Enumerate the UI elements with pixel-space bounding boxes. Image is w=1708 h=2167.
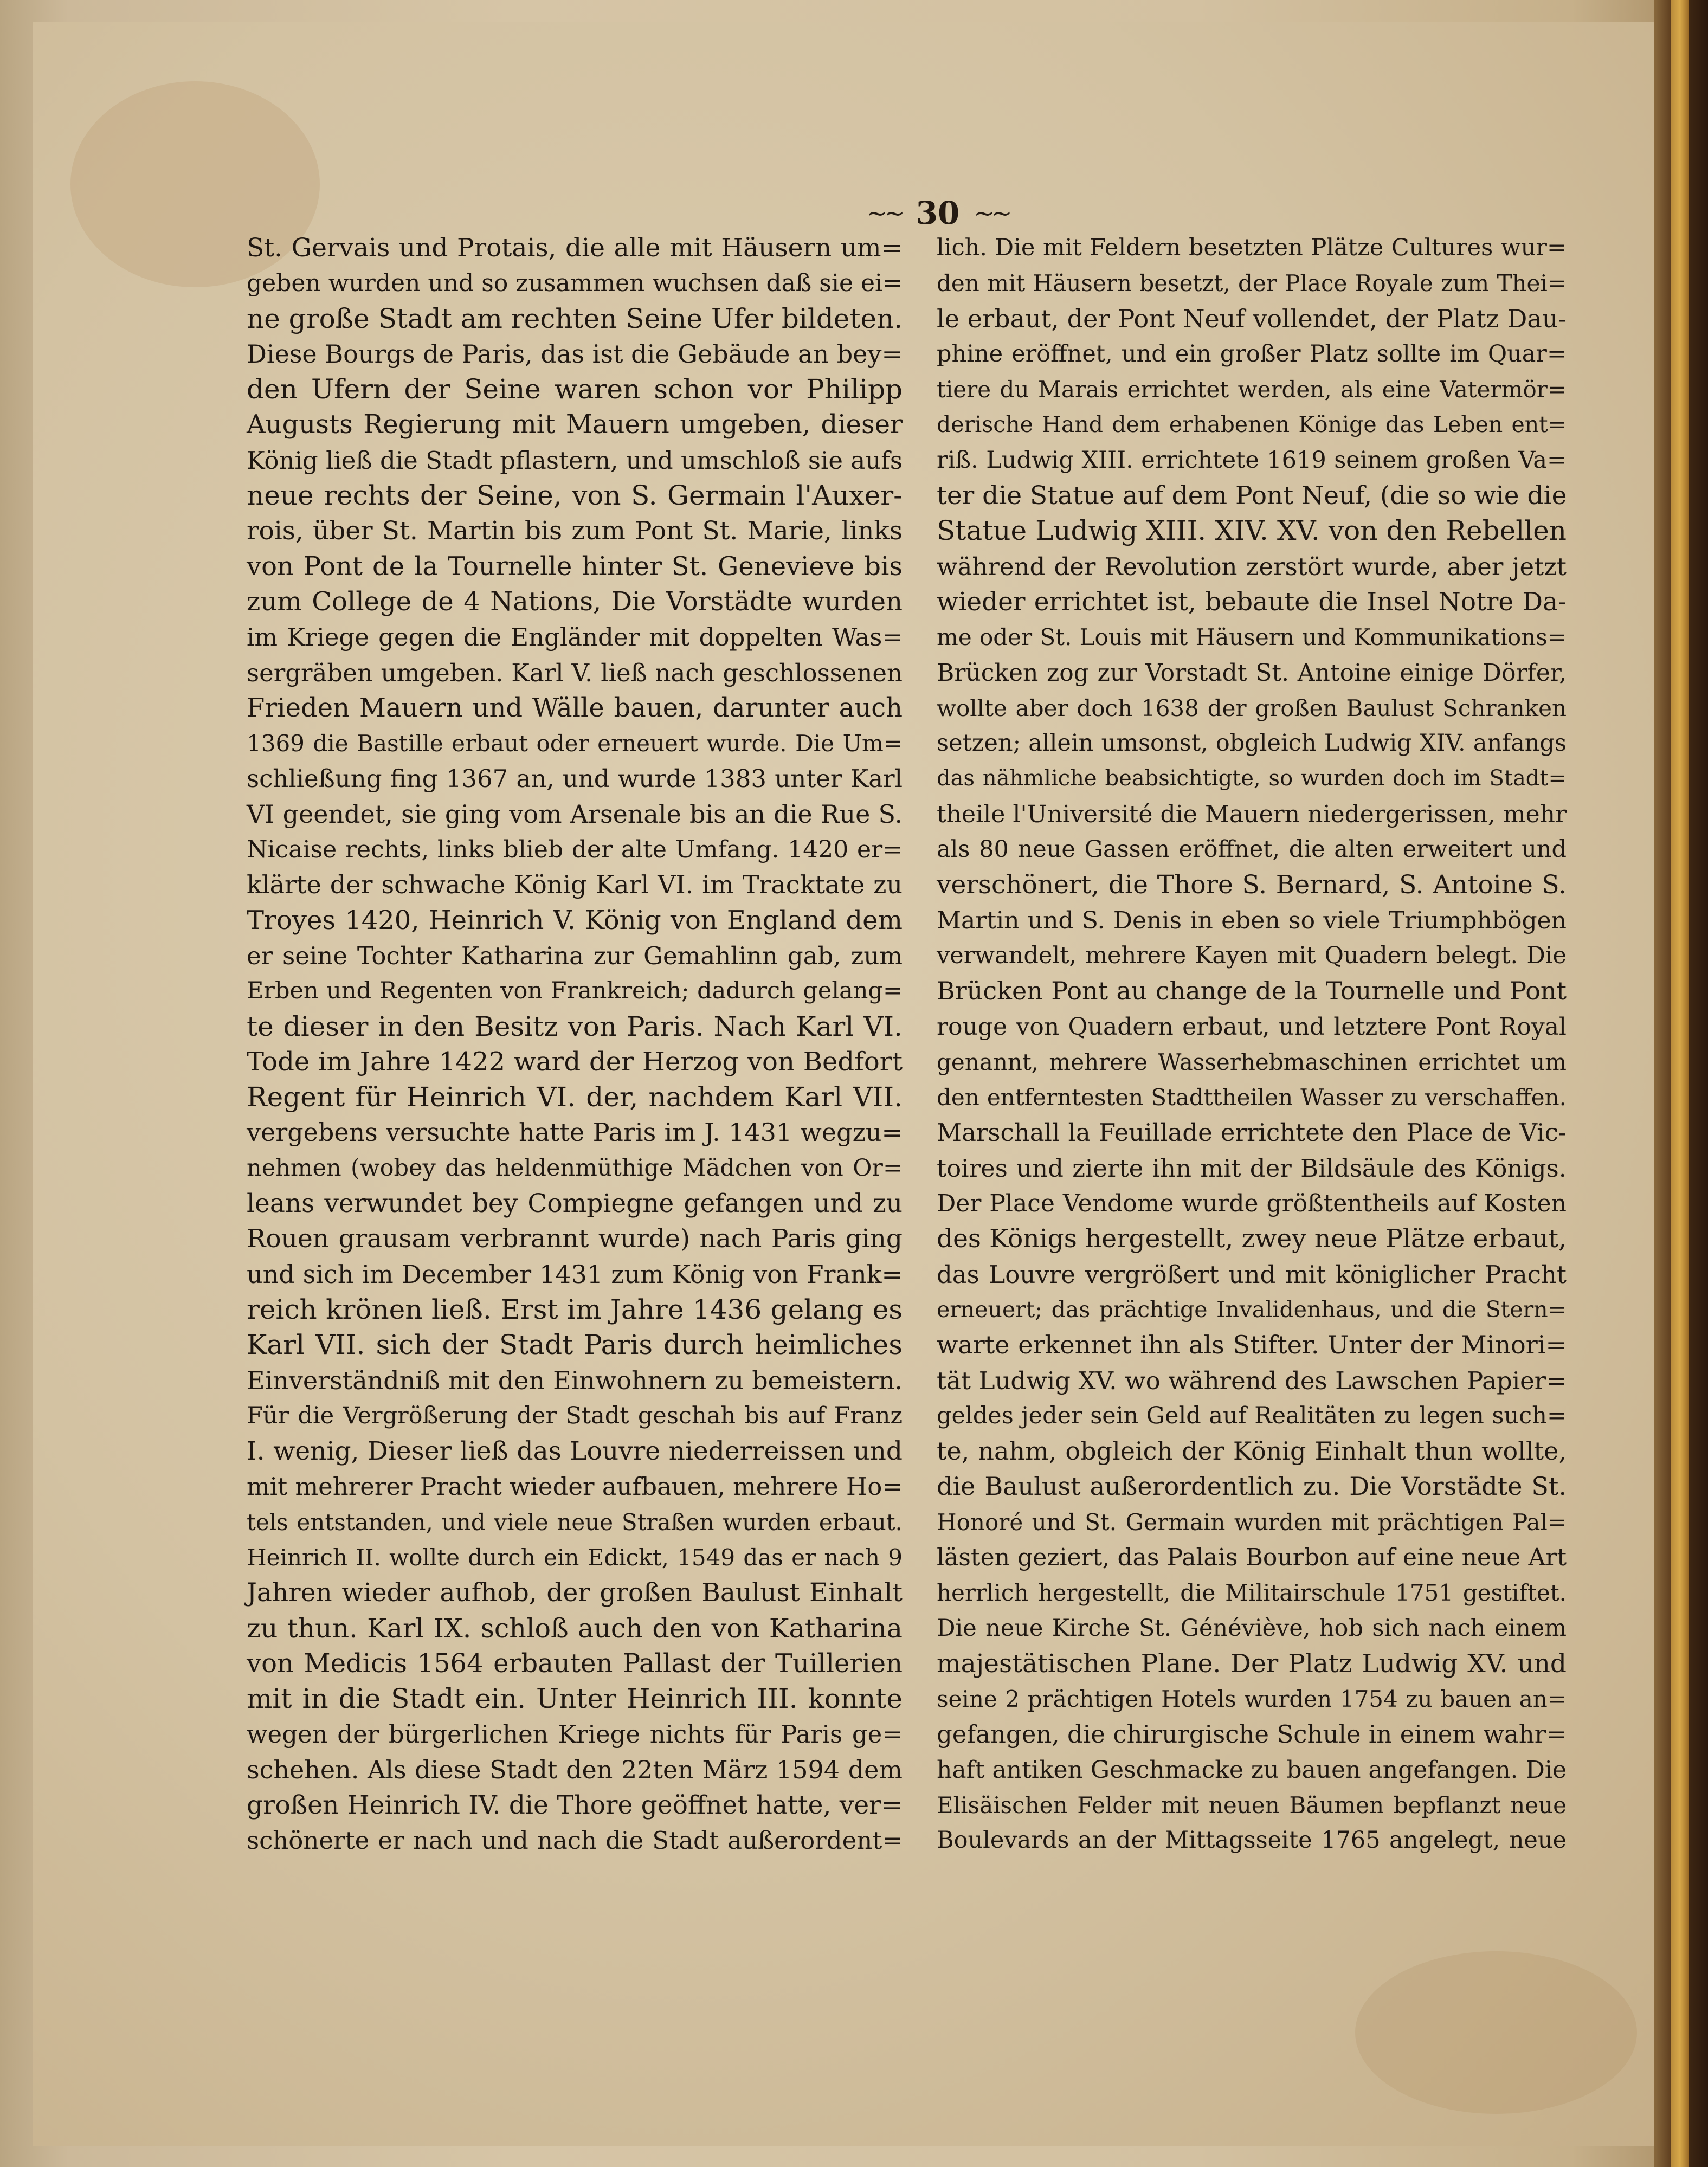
text-line: klärte der schwache König Karl VI. im Tracktate zu	[247, 870, 903, 900]
text-line: tät Ludwig XV. wo während des Lawschen Papier=	[937, 1366, 1567, 1395]
text-line: wegen der bürgerlichen Kriege nichts für Paris ge=	[247, 1720, 903, 1749]
text-line: schehen. Als diese Stadt den 22ten März 1594 dem	[247, 1755, 903, 1784]
text-line: des Königs hergestellt, zwey neue Plätze erbaut,	[937, 1224, 1567, 1254]
ornament-left-icon: ~~	[866, 198, 902, 228]
text-line: und sich im December 1431 zum König von Frank=	[247, 1259, 903, 1289]
text-line: gefangen, die chirurgische Schule in einem wahr=	[937, 1720, 1567, 1749]
text-line: te dieser in den Besitz von Paris. Nach Karl VI.	[247, 1010, 903, 1042]
text-line: warte erkennet ihn als Stifter. Unter der Minori=	[937, 1330, 1567, 1360]
text-line: wieder errichtet ist, bebaute die Insel Notre Da-	[937, 586, 1567, 617]
text-line: vergebens versuchte hatte Paris im J. 1431 wegzu=	[247, 1118, 903, 1147]
text-line: Statue Ludwig XIII. XIV. XV. von den Rebellen	[937, 515, 1567, 547]
text-line: von Pont de la Tournelle hinter St. Genevieve bis	[247, 551, 903, 582]
text-line: Elisäischen Felder mit neuen Bäumen bepflanzt neue	[937, 1792, 1567, 1819]
text-line: genannt, mehrere Wasserhebmaschinen errichtet um	[937, 1048, 1567, 1075]
ornament-right-icon: ~~	[974, 198, 1009, 228]
text-line: tels entstanden, und viele neue Straßen wurden erbaut.	[247, 1508, 903, 1536]
text-line: nehmen (wobey das heldenmüthige Mädchen von Or=	[247, 1154, 903, 1182]
text-line: ter die Statue auf dem Pont Neuf, (die so wie die	[937, 481, 1567, 511]
text-line: Diese Bourgs de Paris, das ist die Gebäude an bey=	[247, 339, 903, 369]
text-line: verwandelt, mehrere Kayen mit Quadern belegt. Die	[937, 941, 1567, 969]
text-line: schönerte er nach und nach die Stadt außerordent=	[247, 1826, 903, 1855]
text-line: Boulevards an der Mittagsseite 1765 angelegt, neue	[937, 1827, 1567, 1854]
text-line: Frieden Mauern und Wälle bauen, darunter auch	[247, 692, 903, 723]
text-line: herrlich hergestellt, die Militairschule 1751 gestiftet.	[937, 1579, 1567, 1607]
text-line: Erben und Regenten von Frankreich; dadurch gelang=	[247, 977, 903, 1005]
text-line: theile l'Université die Mauern niedergerissen, mehr	[937, 800, 1567, 828]
text-line: toires und zierte ihn mit der Bildsäule des Königs.	[937, 1153, 1567, 1183]
text-line: 1369 die Bastille erbaut oder erneuert wurde. Die Um=	[247, 730, 903, 757]
text-line: rois, über St. Martin bis zum Pont St. Marie, links	[247, 516, 903, 546]
text-line: riß. Ludwig XIII. errichtete 1619 seinem großen Va=	[937, 446, 1567, 474]
text-line: Nicaise rechts, links blieb der alte Umfang. 1420 er=	[247, 836, 903, 864]
text-line: Brücken Pont au change de la Tournelle und Pont	[937, 976, 1567, 1006]
text-line: Marschall la Feuillade errichtete den Place de Vic-	[937, 1118, 1567, 1147]
text-line: phine eröffnet, und ein großer Platz sollte im Quar=	[937, 340, 1567, 367]
text-line: die Baulust außerordentlich zu. Die Vorstädte St.	[937, 1472, 1567, 1501]
text-line: derische Hand dem erhabenen Könige das Leben ent=	[937, 411, 1567, 438]
text-line: leans verwundet bey Compiegne gefangen und zu	[247, 1189, 903, 1219]
text-line: neue rechts der Seine, von S. Germain l'Auxer-	[247, 480, 903, 512]
text-line: St. Gervais und Protais, die alle mit Häusern um=	[247, 233, 903, 263]
text-line: mit mehrerer Pracht wieder aufbauen, mehrere Ho=	[247, 1472, 903, 1501]
text-line: me oder St. Louis mit Häusern und Kommunikations=	[937, 624, 1567, 651]
text-line: Karl VII. sich der Stadt Paris durch heimliches	[247, 1329, 903, 1361]
text-line: Jahren wieder aufhob, der großen Baulust Einhalt	[247, 1578, 903, 1608]
text-line: le erbaut, der Pont Neuf vollendet, der Platz Dau-	[937, 304, 1567, 333]
text-line: Martin und S. Denis in eben so viele Triumphbögen	[937, 906, 1567, 934]
text-line: tiere du Marais errichtet werden, als eine Vatermör=	[937, 376, 1567, 403]
text-line: den entferntesten Stadttheilen Wasser zu verschaffen.	[937, 1084, 1567, 1111]
text-line: te, nahm, obgleich der König Einhalt thun wollte,	[937, 1436, 1567, 1466]
text-column-right	[937, 230, 1567, 1859]
text-line: als 80 neue Gassen eröffnet, die alten erweitert und	[937, 836, 1567, 863]
text-line: ne große Stadt am rechten Seine Ufer bildeten.	[247, 302, 903, 334]
text-line: von Medicis 1564 erbauten Pallast der Tuillerien	[247, 1648, 903, 1679]
text-line: seine 2 prächtigen Hotels wurden 1754 zu bauen an=	[937, 1686, 1567, 1713]
text-line: I. wenig, Dieser ließ das Louvre niederreissen und	[247, 1436, 903, 1467]
text-line: Für die Vergrößerung der Stadt geschah bis auf Franz	[247, 1402, 903, 1429]
text-line: setzen; allein umsonst, obgleich Ludwig XIV. anfangs	[937, 730, 1567, 757]
text-line: lästen geziert, das Palais Bourbon auf eine neue Art	[937, 1543, 1567, 1571]
text-line: den mit Häusern besetzt, der Place Royale zum Thei=	[937, 270, 1567, 297]
page-header	[835, 194, 1041, 232]
text-line: Brücken zog zur Vorstadt St. Antoine einige Dörfer,	[937, 659, 1567, 687]
text-line: geldes jeder sein Geld auf Realitäten zu legen such=	[937, 1402, 1567, 1429]
text-line: er seine Tochter Katharina zur Gemahlinn gab, zum	[247, 941, 903, 970]
text-line: wollte aber doch 1638 der großen Baulust Schranken	[937, 694, 1567, 721]
text-line: zu thun. Karl IX. schloß auch den von Katharina	[247, 1613, 903, 1644]
text-line: schließung fing 1367 an, und wurde 1383 unter Karl	[247, 764, 903, 794]
text-line: den Ufern der Seine waren schon vor Philipp	[247, 373, 903, 405]
text-line: rouge von Quadern erbaut, und letztere Pont Royal	[937, 1012, 1567, 1041]
text-line: geben wurden und so zusammen wuchsen daß sie ei=	[247, 269, 903, 298]
text-line: sergräben umgeben. Karl V. ließ nach geschlossenen	[247, 658, 903, 687]
page-number: 30	[916, 195, 960, 231]
text-line: majestätischen Plane. Der Platz Ludwig XV. und	[937, 1648, 1567, 1679]
text-line: VI geendet, sie ging vom Arsenale bis an die Rue S.	[247, 799, 903, 829]
text-line: lich. Die mit Feldern besetzten Plätze Cultures wur=	[937, 234, 1567, 261]
text-line: während der Revolution zerstört wurde, aber jetzt	[937, 552, 1567, 581]
text-line: Heinrich II. wollte durch ein Edickt, 1549 das er nach 9	[247, 1544, 903, 1571]
text-line: Die neue Kirche St. Généviève, hob sich nach einem	[937, 1614, 1567, 1642]
text-line: Honoré und St. Germain wurden mit prächtigen Pal=	[937, 1508, 1567, 1536]
text-column-left	[247, 230, 903, 1859]
text-line: verschönert, die Thore S. Bernard, S. Antoine S.	[937, 870, 1567, 900]
text-line: großen Heinrich IV. die Thore geöffnet hatte, ver=	[247, 1790, 903, 1821]
text-line: Augusts Regierung mit Mauern umgeben, dieser	[247, 409, 903, 440]
text-line: König ließ die Stadt pflastern, und umschloß sie aufs	[247, 446, 903, 475]
text-line: Rouen grausam verbrannt wurde) nach Paris ging	[247, 1224, 903, 1254]
text-line: das Louvre vergrößert und mit königlicher Pracht	[937, 1260, 1567, 1289]
text-line: Tode im Jahre 1422 ward der Herzog von Bedfort	[247, 1046, 903, 1077]
bookmark-ribbon	[1671, 0, 1689, 2167]
text-line: das nähmliche beabsichtigte, so wurden doch im Stadt=	[937, 766, 1567, 791]
text-line: Regent für Heinrich VI. der, nachdem Karl VII.	[247, 1081, 903, 1113]
text-line: Der Place Vendome wurde größtentheils auf Kosten	[937, 1190, 1567, 1218]
text-line: Einverständniß mit den Einwohnern zu bemeistern.	[247, 1365, 903, 1395]
text-line: zum College de 4 Nations, Die Vorstädte wurden	[247, 586, 903, 617]
text-line: im Kriege gegen die Engländer mit doppelten Was=	[247, 623, 903, 652]
text-line: erneuert; das prächtige Invalidenhaus, und die Stern=	[937, 1296, 1567, 1323]
foxing-stain	[1355, 1951, 1637, 2114]
text-line: Troyes 1420, Heinrich V. König von England dem	[247, 905, 903, 936]
text-line: reich krönen ließ. Erst im Jahre 1436 gelang es	[247, 1293, 903, 1325]
text-line: mit in die Stadt ein. Unter Heinrich III. konnte	[247, 1683, 903, 1715]
text-line: haft antiken Geschmacke zu bauen angefangen. Die	[937, 1756, 1567, 1784]
